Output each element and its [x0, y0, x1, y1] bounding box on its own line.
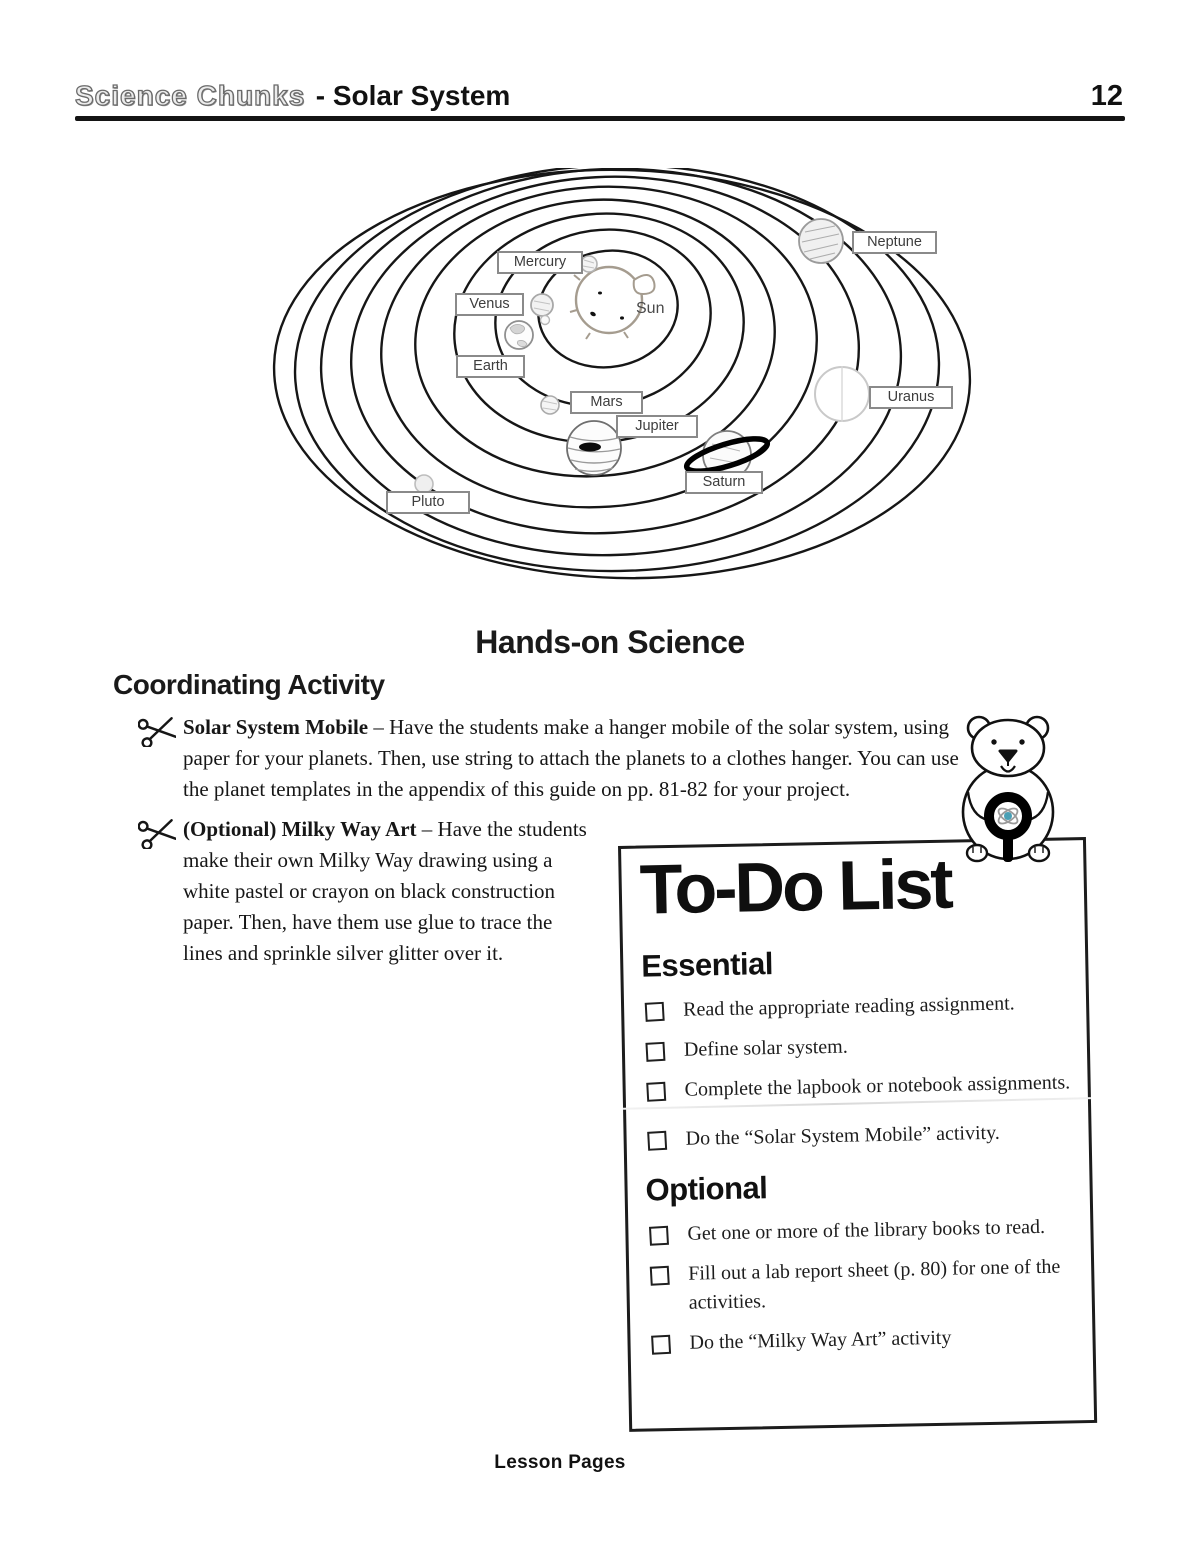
- todo-item: [643, 1028, 1087, 1066]
- checkbox[interactable]: [649, 1226, 669, 1246]
- todo-item-label: Fill out a lab report sheet (p. 80) for one of the activities.: [688, 1255, 1061, 1314]
- essential-items: [642, 988, 1089, 1154]
- checkbox[interactable]: [650, 1266, 670, 1286]
- checkbox[interactable]: [645, 1042, 665, 1062]
- label-uranus: Uranus: [869, 386, 953, 409]
- todo-item-label: Define solar system.: [683, 1035, 848, 1061]
- neptune-icon: [799, 219, 843, 263]
- todo-item-label: Do the “Solar System Mobile” activity.: [685, 1121, 1000, 1150]
- checkbox[interactable]: [645, 1002, 665, 1022]
- activity-title: Solar System Mobile: [183, 715, 369, 739]
- page-header: [75, 80, 1125, 114]
- todo-item: [648, 1321, 1092, 1359]
- optional-items: [646, 1212, 1093, 1358]
- jupiter-icon: [567, 421, 621, 475]
- solar-system-diagram: [272, 168, 978, 592]
- todo-item-label: Complete the lapbook or notebook assignments.: [684, 1071, 1071, 1101]
- checkbox[interactable]: [646, 1082, 666, 1102]
- todo-list-title: To-Do List: [639, 844, 952, 929]
- label-jupiter: Jupiter: [616, 415, 698, 438]
- todo-item: [644, 1117, 1088, 1155]
- scissors-icon: [138, 715, 176, 747]
- todo-item-label: Get one or more of the library books to read.: [687, 1215, 1046, 1245]
- todo-item-label: Read the appropriate reading assignment.: [682, 992, 1015, 1021]
- todo-item: [642, 988, 1086, 1026]
- label-venus: Venus: [455, 293, 524, 316]
- activity-body: – Have the students make a hanger mobile of the solar system, using paper for your planets. Then, use string to attach the planets to a clothes hanger. You can use the planet templates in the appendix of this guide on pp. 81-82 for your project.: [183, 715, 959, 801]
- checkbox[interactable]: [647, 1131, 667, 1151]
- page-number: 12: [1090, 80, 1123, 112]
- mercury-icon: [581, 256, 597, 272]
- essential-heading: Essential: [640, 946, 774, 984]
- todo-list-box: [618, 837, 1097, 1432]
- todo-item: [646, 1212, 1090, 1250]
- coordinating-activity-heading: Coordinating Activity: [113, 669, 385, 700]
- chapter-title: - Solar System: [315, 80, 511, 111]
- mars-icon: [541, 396, 559, 414]
- label-earth: Earth: [456, 355, 525, 378]
- todo-item-label: Do the “Milky Way Art” activity: [689, 1326, 952, 1354]
- activity-title: (Optional) Milky Way Art: [183, 817, 417, 841]
- label-neptune: Neptune: [852, 231, 937, 254]
- footer-label: Lesson Pages: [494, 1452, 626, 1473]
- checkbox[interactable]: [651, 1335, 671, 1355]
- optional-heading: Optional: [645, 1170, 768, 1208]
- activity-item-solar-system-mobile: [138, 712, 988, 805]
- label-saturn: Saturn: [685, 471, 763, 494]
- activity-body: – Have the students make their own Milky Way drawing using a white pastel or crayon on black construction paper. Then, have them use glue to trace the lines and sprinkle silver glitter over it.: [183, 817, 587, 965]
- uranus-icon: [815, 366, 869, 422]
- science-bear-mascot: [950, 712, 1072, 866]
- label-sun: Sun: [636, 300, 665, 317]
- header-divider: [75, 116, 1125, 121]
- venus-icon: [531, 294, 553, 316]
- brand-title: Science Chunks: [75, 80, 306, 111]
- moon-icon: [541, 316, 550, 325]
- todo-item: [647, 1252, 1092, 1319]
- label-mercury: Mercury: [497, 251, 583, 274]
- hands-on-science-heading: Hands-on Science: [475, 624, 745, 660]
- label-mars: Mars: [570, 391, 643, 414]
- scissors-icon: [138, 817, 176, 849]
- label-pluto: Pluto: [386, 491, 470, 514]
